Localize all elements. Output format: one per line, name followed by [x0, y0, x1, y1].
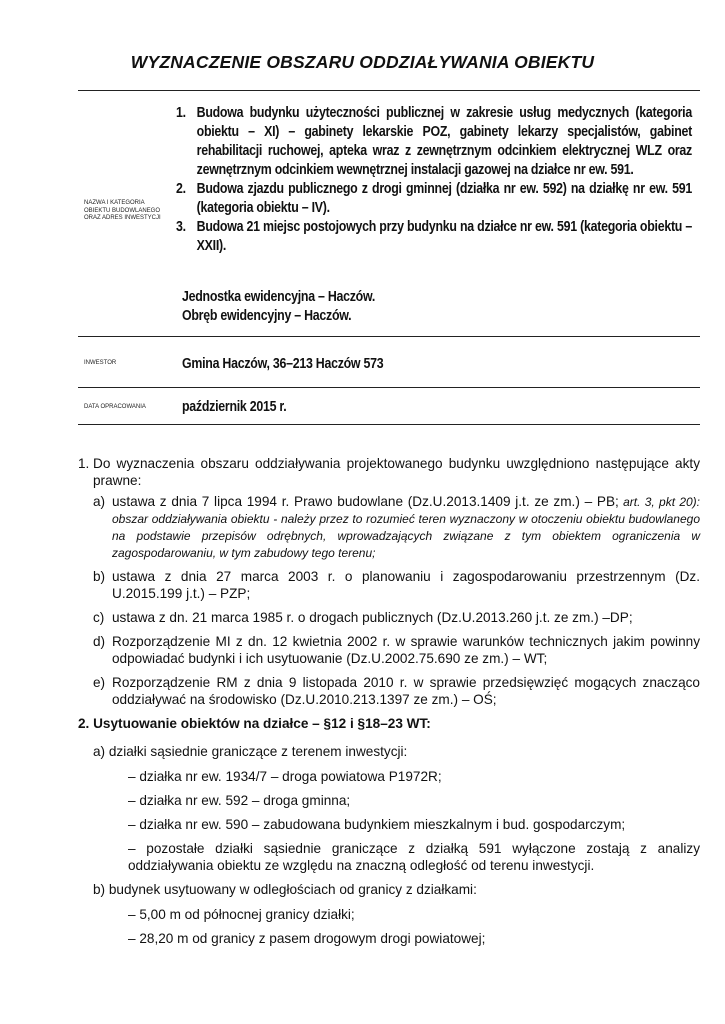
- project-item-number: 2.: [176, 181, 186, 197]
- document-body: [78, 455, 700, 954]
- project-item-number: 3.: [176, 219, 186, 235]
- item-letter: e): [93, 675, 106, 690]
- investor-value: Gmina Haczów, 36–213 Haczów 573: [182, 356, 384, 372]
- neighbor-plot-item: – działka nr ew. 592 – droga gminna;: [128, 793, 351, 808]
- divider: [78, 424, 700, 425]
- neighbor-plot-item: – działka nr ew. 1934/7 – droga powiatowa P1972R;: [128, 769, 442, 784]
- investor-label: INWESTOR: [84, 360, 117, 366]
- item-letter: b): [93, 569, 106, 584]
- legal-act-entry: [112, 493, 700, 561]
- legal-act-text: Rozporządzenie MI z dn. 12 kwietnia 2002 r. w sprawie warunków technicznych jakim powinny odpowiadać budynki i ich usytuowanie (Dz.U.2002.75.690 ze zm.) – WT;: [112, 634, 700, 666]
- legal-act-item: [93, 493, 700, 561]
- legal-act-text: Rozporządzenie RM z dnia 9 listopada 2010 r. w sprawie przedsięwzięć mogących znacząco oddziaływać na środowisko (Dz.U.2010.213.1397 ze zm.) – OŚ;: [112, 675, 700, 707]
- section-2a-intro: a) działki sąsiednie graniczące z terenem inwestycji:: [93, 744, 408, 759]
- date-value: październik 2015 r.: [182, 399, 287, 415]
- section-2b-intro: b) budynek usytuowany w odległościach od granicy z działkami:: [93, 882, 477, 897]
- legal-act-text: ustawa z dnia 7 lipca 1994 r. Prawo budowlane (Dz.U.2013.1409 j.t. ze zm.) – PB;: [112, 494, 619, 509]
- legal-act-item: [93, 609, 700, 626]
- section-1-intro-text: Do wyznaczenia obszaru oddziaływania projektowanego budynku uwzględniono następujące akty prawne:: [93, 456, 700, 488]
- neighbor-plot-item: – pozostałe działki sąsiednie graniczące z działką 591 wyłączone zostają z analizy oddziaływania obiektu ze względu na znaczną odległość od terenu inwestycji.: [128, 841, 700, 873]
- item-letter: a): [93, 494, 106, 509]
- cadastral-info: [182, 288, 526, 326]
- project-item: [176, 104, 692, 180]
- project-item: [176, 180, 692, 218]
- item-letter: d): [93, 634, 106, 649]
- item-letter: c): [93, 610, 105, 625]
- project-item: [176, 218, 692, 256]
- section-number: 1.: [78, 456, 90, 471]
- section-2-heading: 2. Usytuowanie obiektów na działce – §12 i §18–23 WT:: [78, 716, 431, 731]
- cadastral-unit: Jednostka ewidencyjna – Haczów.: [182, 289, 376, 305]
- project-description: [176, 104, 692, 256]
- divider: [78, 336, 700, 337]
- project-label: NAZWA I KATEGORIA OBIEKTU BUDOWLANEGO ORAZ ADRES INWESTYCJI: [84, 200, 161, 221]
- cadastral-precinct: Obręb ewidencyjny – Haczów.: [182, 308, 352, 324]
- project-item-text: Budowa budynku użyteczności publicznej w zakresie usług medycznych (kategoria obiektu – XI) – gabinety lekarskie POZ, gabinety lekarzy specjalistów, gabinet rehabilitacji ruchowej, apteka wraz z zewnętrznym odcinkiem elektrycznej WLZ oraz zewnętrznym odcinkiem wewnętrznej instalacji gazowej na działce nr ew. 591.: [196, 105, 692, 178]
- divider: [78, 90, 700, 91]
- neighbor-plot-item: – działka nr ew. 590 – zabudowana budynkiem mieszkalnym i bud. gospodarczym;: [128, 817, 626, 832]
- project-item-number: 1.: [176, 105, 186, 121]
- legal-act-item: [93, 568, 700, 602]
- legal-act-item: [93, 674, 700, 708]
- date-label: DATA OPRACOWANIA: [84, 404, 146, 410]
- legal-act-item: [93, 633, 700, 667]
- distance-item: – 5,00 m od północnej granicy działki;: [128, 907, 355, 922]
- distance-item: – 28,20 m od granicy z pasem drogowym drogi powiatowej;: [128, 931, 486, 946]
- divider: [78, 387, 700, 388]
- legal-act-text: ustawa z dn. 21 marca 1985 r. o drogach publicznych (Dz.U.2013.260 j.t. ze zm.) –DP;: [112, 610, 633, 625]
- project-item-text: Budowa 21 miejsc postojowych przy budynku na działce nr ew. 591 (kategoria obiektu – XXII).: [196, 219, 692, 254]
- document-title: WYZNACZENIE OBSZARU ODDZIAŁYWANIA OBIEKTU: [130, 52, 595, 72]
- section-1-intro: [78, 455, 700, 489]
- legal-act-note: art. 3, pkt 20): obszar oddziaływania obiektu - należy przez to rozumieć teren wyznaczony w otoczeniu obiektu budowlanego na podstawie przepisów odrębnych, wprowadzających związane z tym obiektem ograniczenia w zagospodarowaniu, w tym zabudowy tego terenu;: [112, 495, 701, 560]
- project-item-text: Budowa zjazdu publicznego z drogi gminnej (działka nr ew. 592) na działkę nr ew. 591 (kategoria obiektu – IV).: [196, 181, 692, 216]
- legal-act-text: ustawa z dnia 27 marca 2003 r. o planowaniu i zagospodarowaniu przestrzennym (Dz. U.2015.199 j.t.) – PZP;: [112, 569, 700, 601]
